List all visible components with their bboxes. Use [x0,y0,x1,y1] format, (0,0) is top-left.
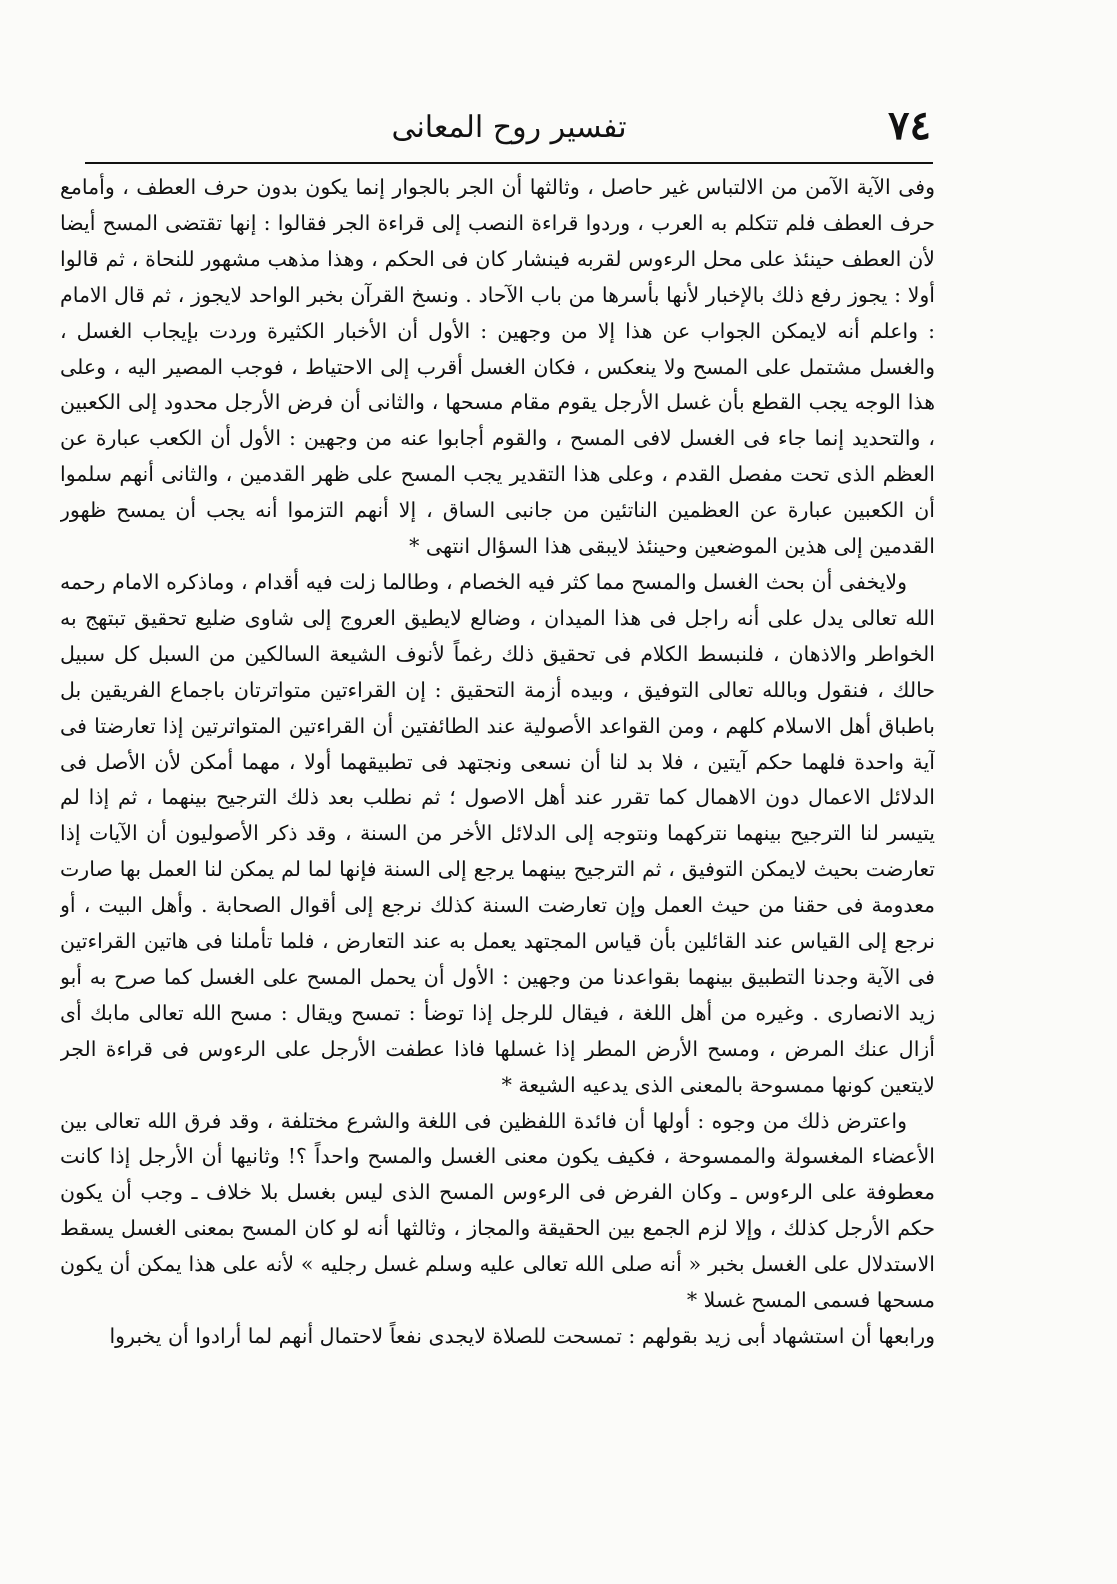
paragraph: واعترض ذلك من وجوه : أولها أن فائدة اللفظين فى اللغة والشرع مختلفة ، وقد فرق الله تعالى بين الأعضاء المغسولة والممسوحة ، فكيف يكون معنى الغسل والمسح واحداً ؟! وثانيها أن الأرجل إذا كانت معطوفة على الرءوس ـ وكان الفرض فى الرءوس المسح الذى ليس بغسل بلا خلاف ـ وجب أن يكون حكم الأرجل كذلك ، وإلا لزم الجمع بين الحقيقة والمجاز ، وثالثها أنه لو كان المسح بمعنى الغسل يسقط الاستدلال على الغسل بخبر « أنه صلى الله تعالى عليه وسلم غسل رجليه » لأنه على هذا يمكن أن يكون مسحها فسمى المسح غسلا * [60,1108,935,1313]
header-rule [85,162,933,164]
paragraph: ولايخفى أن بحث الغسل والمسح مما كثر فيه الخصام ، وطالما زلت فيه أقدام ، وماذكره الامام رحمه الله تعالى يدل على أنه راجل فى هذا الميدان ، وضالع لايطيق العروج إلى شاوى ضليع تحقيق تبتهج به الخواطر والاذهان ، فلنبسط الكلام فى تحقيق ذلك رغماً لأنوف الشيعة السالكين من السبل كل سبيل حالك ، فنقول وبالله تعالى التوفيق ، وبيده أزمة التحقيق : إن القراءتين متواترتان باجماع الفريقين بل باطباق أهل الاسلام كلهم ، ومن القواعد الأصولية عند الطائفتين أن القراءتين المتواترتين إذا تعارضتا فى آية واحدة فلهما حكم آيتين ، فلا بد لنا أن نسعى ونجتهد فى تطبيقهما أولا ، مهما أمكن لأن الأصل فى الدلائل الاعمال دون الاهمال كما تقرر عند أهل الاصول ؛ ثم نطلب بعد ذلك الترجيح بينهما ، ثم إذا لم يتيسر لنا الترجيح بينهما نتركهما ونتوجه إلى الدلائل الأخر من السنة ، وقد ذكر الأصوليون أن الآيات إذا تعارضت بحيث لايمكن التوفيق ، ثم الترجيح بينهما يرجع إلى السنة فإنها لما لم يمكن لنا العمل بها صارت معدومة فى حقنا من حيث العمل وإن تعارضت السنة كذلك نرجع إلى أقوال الصحابة . وأهل البيت ، أو نرجع إلى القياس عند القائلين بأن قياس المجتهد يعمل به عند التعارض ، فلما تأملنا فى هاتين القراءتين فى الآية وجدنا التطبيق بينهما بقواعدنا من وجهين : الأول أن يحمل المسح على الغسل كما صرح به أبو زيد الانصارى . وغيره من أهل اللغة ، فيقال للرجل إذا توضأ : تمسح ويقال : مسح الله تعالى مابك أى أزال عنك المرض ، ومسح الأرض المطر إذا غسلها فاذا عطفت الأرجل على الرءوس فى قراءة الجر لايتعين كونها ممسوحة بالمعنى الذى يدعيه الشيعة * [60,569,935,1097]
paragraph: وفى الآية الآمن من الالتباس غير حاصل ، وثالثها أن الجر بالجوار إنما يكون بدون حرف العطف ، وأمامع حرف العطف فلم تتكلم به العرب ، وردوا قراءة النصب إلى قراءة الجر فقالوا : إنها تقتضى المسح أيضا لأن العطف حينئذ على محل الرءوس لقربه فينشار كان فى الحكم ، وهذا مذهب مشهور للنحاة ، ثم قالوا أولا : يجوز رفع ذلك بالإخبار لأنها بأسرها من باب الآحاد . ونسخ القرآن بخبر الواحد لايجوز ، ثم قال الامام : واعلم أنه لايمكن الجواب عن هذا إلا من وجهين : الأول أن الأخبار الكثيرة وردت بإيجاب الغسل ، والغسل مشتمل على المسح ولا ينعكس ، فكان الغسل أقرب إلى الاحتياط ، فوجب المصير اليه ، وعلى هذا الوجه يجب القطع بأن غسل الأرجل يقوم مقام مسحها ، والثانى أن فرض الأرجل محدود إلى الكعبين ، والتحديد إنما جاء فى الغسل لافى المسح ، والقوم أجابوا عنه من وجهين : الأول أن الكعب عبارة عن العظم الذى تحت مفصل القدم ، وعلى هذا التقدير يجب المسح على ظهر القدمين ، والثانى أنهم سلموا أن الكعبين عبارة عن العظمين الناتئين من جانبى الساق ، إلا أنهم التزموا أنه يجب أن يمسح ظهور القدمين إلى هذين الموضعين وحينئذ لايبقى هذا السؤال انتهى * [60,175,935,559]
page-header [85,100,933,160]
page-number: ٧٤ [888,102,931,149]
page-body [60,170,935,1570]
running-title: تفسير روح المعانى [391,110,627,145]
paragraph: ورابعها أن استشهاد أبى زيد بقولهم : تمسحت للصلاة لايجدى نفعاً لاحتمال أنهم لما أرادوا أن يخبروا [109,1324,935,1348]
